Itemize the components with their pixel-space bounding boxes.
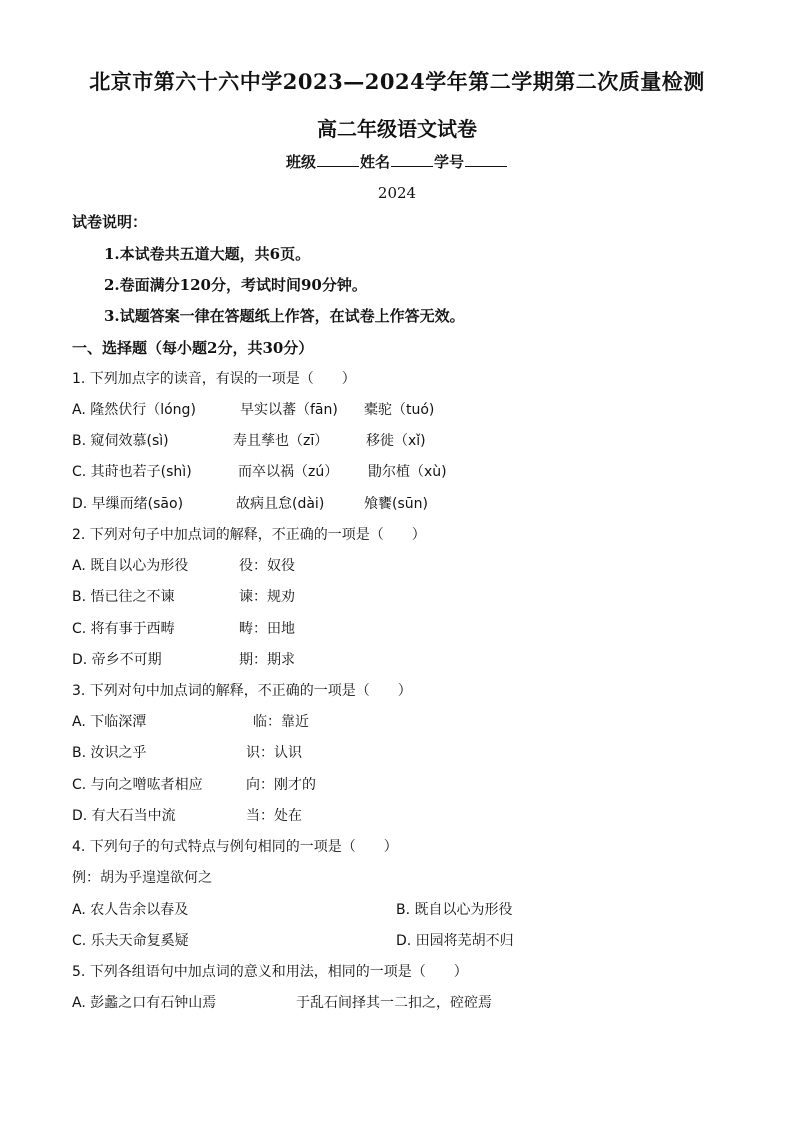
option-b: 早实以蕃（fān) — [240, 402, 338, 418]
option-a: D. 帝乡不可期 — [72, 652, 162, 668]
section-heading: 一、选择题（每小题2分，共30分） — [72, 339, 314, 357]
name-blank — [391, 153, 433, 167]
exam-title: 北京市第六十六中学2023—2024学年第二学期第二次质量检测 — [89, 69, 705, 94]
option-a: D. 早缫而绪(sāo) — [72, 496, 184, 512]
id-blank — [465, 153, 507, 167]
instruction-item: 2.卷面满分120分，考试时间90分钟。 — [104, 276, 367, 294]
option-b: 谏：规劝 — [239, 589, 295, 605]
option-b: B. 既自以心为形役 — [396, 902, 513, 918]
option-a: D. 有大石当中流 — [72, 808, 176, 824]
question-stem: 4. 下列句子的句式特点与例句相同的一项是（ ） — [72, 839, 398, 855]
option-b: 识：认识 — [246, 745, 302, 761]
option-b: 期：期求 — [239, 652, 295, 668]
question-stem: 2. 下列对句子中加点词的解释，不正确的一项是（ ） — [72, 527, 426, 543]
name-label: 姓名 — [359, 153, 390, 171]
option-b: 向：刚才的 — [246, 777, 316, 793]
option-a: C. 将有事于西畴 — [72, 621, 175, 637]
option-b: 役：奴役 — [239, 558, 295, 574]
option-b: 畴：田地 — [239, 621, 295, 637]
exam-subtitle: 高二年级语文试卷 — [317, 117, 477, 141]
option-a: A. 彭蠡之口有石钟山焉 — [72, 995, 217, 1011]
option-b: 故病且怠(dài) — [236, 496, 325, 512]
instructions-heading: 试卷说明： — [72, 213, 148, 231]
instruction-item: 3.试题答案一律在答题纸上作答，在试卷上作答无效。 — [104, 307, 465, 325]
option-c: 勖尔植（xù) — [368, 464, 447, 480]
option-a: B. 窥伺效慕(sì) — [72, 433, 169, 449]
option-a: A. 既自以心为形役 — [72, 558, 189, 574]
option-b: 于乱石间择其一二扣之，硿硿焉 — [296, 995, 492, 1011]
option-a: B. 悟已往之不谏 — [72, 589, 175, 605]
option-a: C. 与向之噌吰者相应 — [72, 777, 203, 793]
question-example: 例：胡为乎遑遑欲何之 — [72, 870, 212, 886]
option-b: 寿且孳也（zī） — [233, 433, 329, 449]
class-label: 班级 — [285, 153, 316, 171]
option-c: 移徙（xǐ) — [366, 433, 426, 449]
id-label: 学号 — [434, 153, 465, 171]
option-c: C. 乐夫天命复奚疑 — [72, 933, 189, 949]
option-a: B. 汝识之乎 — [72, 745, 147, 761]
class-blank — [317, 153, 359, 167]
instruction-item: 1.本试卷共五道大题，共6页。 — [104, 245, 311, 263]
option-a: A. 下临深潭 — [72, 714, 147, 730]
option-b: 临：靠近 — [253, 714, 309, 730]
question-stem: 3. 下列对句中加点词的解释，不正确的一项是（ ） — [72, 683, 412, 699]
student-info-line — [0, 151, 794, 172]
option-b: 而卒以祸（zú） — [238, 464, 339, 480]
exam-year: 2024 — [377, 184, 417, 202]
option-a: A. 隆然伏行（lóng) — [72, 402, 196, 418]
option-a: C. 其莳也若子(shì) — [72, 464, 192, 480]
option-c: 飧饔(sūn) — [364, 496, 428, 512]
question-stem: 5. 下列各组语句中加点词的意义和用法，相同的一项是（ ） — [72, 964, 468, 980]
option-d: D. 田园将芜胡不归 — [396, 933, 514, 949]
option-b: 当：处在 — [246, 808, 302, 824]
question-stem: 1. 下列加点字的读音，有误的一项是（ ） — [72, 371, 356, 387]
option-a: A. 农人告余以春及 — [72, 902, 189, 918]
option-c: 橐驼（tuó) — [364, 402, 435, 418]
